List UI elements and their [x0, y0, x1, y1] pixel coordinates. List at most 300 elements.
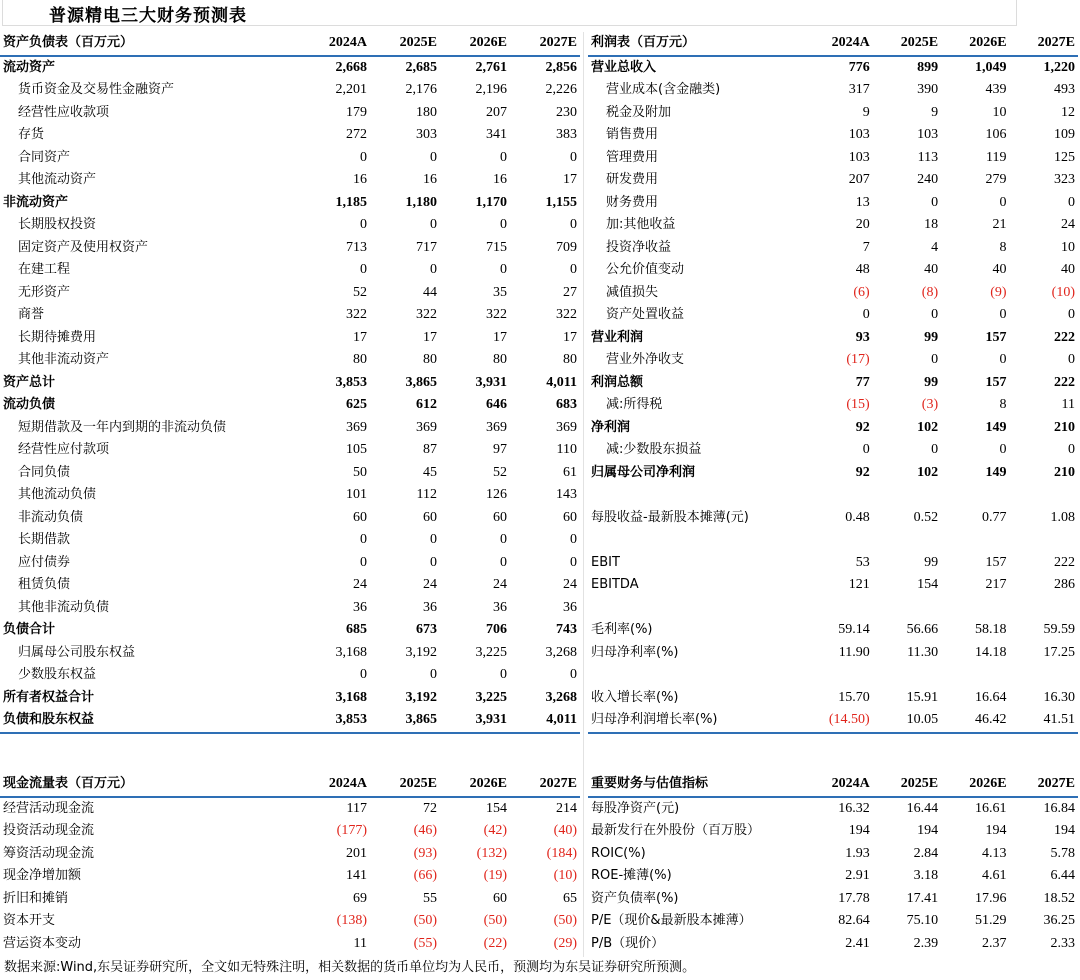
cell-value: 16.32: [838, 800, 870, 816]
table-row: [588, 349, 1078, 372]
cell-value: 0: [931, 194, 939, 210]
cell-value: 1.93: [845, 845, 870, 861]
table-row: [588, 529, 1078, 552]
cell-value: 103: [917, 127, 939, 142]
cell-value: 6.44: [1050, 868, 1075, 883]
row-label: 管理费用: [606, 149, 659, 165]
cell-value: 101: [346, 487, 367, 502]
cell-value: 715: [486, 239, 507, 255]
cell-value: 2.33: [1050, 935, 1075, 951]
table-row: [588, 439, 1078, 462]
cell-value: [804, 664, 872, 687]
cell-value: 0: [570, 532, 577, 547]
cash-flow-table: [0, 773, 580, 955]
cell-value: 149: [985, 419, 1007, 435]
balance-sheet-table: [0, 32, 580, 734]
cell-value: 0: [430, 217, 437, 232]
table-row: [0, 843, 580, 866]
cell-value: 194: [848, 823, 870, 838]
column-header: 2024A: [804, 32, 872, 56]
cell-value: 52: [493, 464, 507, 480]
cell-value: 207: [848, 172, 870, 187]
cell-value: 625: [346, 397, 367, 412]
table-row: [588, 574, 1078, 597]
table-row: [0, 574, 580, 597]
cell-value: 16: [493, 172, 507, 187]
row-label: 资本开支: [3, 913, 56, 928]
cell-value: 0: [430, 532, 437, 547]
table-row: [0, 102, 580, 125]
cell-value: 16.64: [975, 689, 1007, 705]
table-title: 重要财务与估值指标: [588, 773, 804, 797]
cell-value: [941, 664, 1009, 687]
cell-value: 20: [855, 217, 870, 232]
cell-value: 210: [1054, 419, 1075, 435]
table-row: [588, 259, 1078, 282]
cell-value: 112: [416, 487, 437, 502]
table-row: [588, 417, 1078, 440]
cell-value: 109: [1054, 127, 1075, 142]
cell-value: 15.91: [906, 689, 939, 705]
cell-value: 40: [924, 262, 939, 277]
cell-value: 0: [570, 554, 577, 570]
cell-value: 4: [931, 239, 939, 255]
cell-value: 194: [917, 823, 939, 838]
cell-value: 3,853: [335, 374, 367, 390]
cell-value: (42): [483, 823, 507, 838]
cell-value: 55: [423, 890, 437, 906]
row-label: 少数股东权益: [18, 667, 97, 682]
cell-value: 222: [1054, 554, 1075, 570]
table-row: [588, 327, 1078, 350]
cell-value: 2,176: [405, 82, 437, 97]
title-box: [2, 0, 1017, 26]
table-row: [588, 888, 1078, 911]
cell-value: 59.14: [838, 622, 870, 637]
cell-value: 230: [556, 104, 577, 120]
cell-value: 80: [563, 352, 577, 367]
row-label: 减值损失: [606, 284, 659, 300]
row-label: 资产总计: [3, 374, 56, 390]
table-row: [0, 147, 580, 170]
cell-value: 317: [848, 82, 870, 97]
row-label: 收入增长率(%): [591, 689, 679, 705]
cell-value: 743: [556, 622, 577, 637]
cell-value: [941, 597, 1009, 620]
column-header: 2026E: [941, 32, 1009, 56]
table-row: [588, 237, 1078, 260]
cell-value: (46): [413, 823, 437, 838]
row-label: 营业利润: [591, 329, 644, 345]
cell-value: (55): [413, 935, 437, 951]
table-row: [588, 843, 1078, 866]
table-row: [0, 619, 580, 642]
table-row: [588, 507, 1078, 530]
table-row: [588, 664, 1078, 687]
cell-value: [941, 484, 1009, 507]
cell-value: 222: [1054, 374, 1075, 390]
table-row: [0, 865, 580, 888]
cell-value: 2,226: [545, 82, 577, 97]
table-row: [588, 56, 1078, 80]
row-label: 归属母公司净利润: [591, 464, 696, 480]
cell-value: (3): [921, 397, 939, 412]
row-label: 负债和股东权益: [0, 709, 300, 733]
cell-value: 157: [985, 554, 1007, 570]
row-label: 流动资产: [3, 59, 56, 75]
cell-value: 56.66: [906, 622, 939, 637]
table-row: [588, 619, 1078, 642]
row-label: EBIT: [591, 554, 620, 570]
table-row: [0, 192, 580, 215]
cell-value: 369: [556, 419, 577, 435]
cell-value: 40: [1061, 262, 1075, 277]
table-title: 现金流量表（百万元）: [0, 773, 300, 797]
row-label: 流动负债: [3, 397, 56, 412]
row-label: 最新发行在外股份（百万股）: [591, 823, 761, 838]
cell-value: 3,268: [545, 644, 577, 660]
cell-value: 2,685: [405, 59, 437, 75]
table-row: [0, 529, 580, 552]
cell-value: 217: [985, 577, 1007, 592]
cell-value: 11: [1061, 397, 1075, 412]
cell-value: 0: [360, 217, 367, 232]
cell-value: 60: [493, 509, 507, 525]
cell-value: 8: [999, 239, 1007, 255]
table-row: [588, 820, 1078, 843]
row-label: 营业外净收支: [606, 352, 685, 367]
cell-value: 61: [563, 464, 577, 480]
cell-value: 646: [486, 397, 507, 412]
cell-value: 179: [346, 104, 367, 120]
cell-value: 0: [570, 217, 577, 232]
cell-value: 3,225: [475, 689, 507, 705]
cell-value: 103: [848, 127, 870, 142]
cell-value: 1,220: [1043, 59, 1075, 75]
cell-value: 286: [1054, 577, 1075, 592]
cell-value: 16: [353, 172, 367, 187]
row-label: 减:所得税: [606, 397, 663, 412]
row-label: 营业总收入: [591, 59, 657, 75]
table-row: [0, 687, 580, 710]
cell-value: 279: [985, 172, 1007, 187]
column-header: 2025E: [873, 773, 941, 797]
row-label: 筹资活动现金流: [3, 845, 95, 861]
cell-value: 117: [346, 800, 367, 816]
cell-value: 2,201: [335, 82, 367, 97]
cell-value: (40): [553, 823, 577, 838]
cell-value: 24: [1061, 217, 1075, 232]
row-label: 销售费用: [606, 127, 659, 142]
row-label: 合同负债: [18, 464, 71, 480]
cell-value: 3,192: [405, 689, 437, 705]
row-label: 其他流动负债: [18, 487, 97, 502]
cell-value: 35: [493, 284, 507, 300]
cell-value: 24: [353, 577, 367, 592]
cell-value: 3,168: [335, 644, 367, 660]
cell-value: 121: [848, 577, 870, 592]
cell-value: 154: [486, 800, 507, 816]
cell-value: 0: [360, 532, 367, 547]
cell-value: 16: [423, 172, 437, 187]
table-row: [0, 349, 580, 372]
cell-value: 383: [556, 127, 577, 142]
cell-value: 0: [570, 262, 577, 277]
cell-value: 11: [353, 935, 367, 951]
cell-value: 369: [346, 419, 367, 435]
column-header: 2027E: [1010, 773, 1078, 797]
table-row: [0, 282, 580, 305]
cell-value: 13: [855, 194, 870, 210]
cell-value: 36: [493, 599, 507, 615]
cell-value: 1,155: [545, 194, 577, 210]
table-row: [0, 327, 580, 350]
cell-value: 80: [423, 352, 437, 367]
cell-value: 106: [985, 127, 1007, 142]
row-label: 公允价值变动: [606, 262, 685, 277]
table-row: [588, 304, 1078, 327]
cell-value: [804, 529, 872, 552]
cell-value: 713: [346, 239, 367, 255]
cell-value: [1010, 597, 1078, 620]
row-label: 每股收益-最新股本摊薄(元): [591, 509, 749, 525]
cell-value: 17: [353, 329, 367, 345]
table-row: [588, 552, 1078, 575]
cell-value: 493: [1054, 82, 1075, 97]
table-row: [0, 394, 580, 417]
row-label: 租赁负债: [18, 577, 71, 592]
column-separator: [583, 32, 584, 957]
table-row: [0, 259, 580, 282]
cell-value: 706: [486, 622, 507, 637]
cell-value: 8: [999, 397, 1007, 412]
table-row: [588, 484, 1078, 507]
cell-value: 80: [353, 352, 367, 367]
table-row: [0, 372, 580, 395]
cell-value: 0: [500, 667, 507, 682]
cell-value: 0: [862, 307, 870, 322]
table-row: [0, 417, 580, 440]
cell-value: 11.90: [838, 644, 870, 660]
cell-value: 0.77: [982, 509, 1007, 525]
table-row: [0, 664, 580, 687]
cell-value: 3,931: [440, 709, 510, 733]
cell-value: 36: [423, 599, 437, 615]
cell-value: 21: [992, 217, 1007, 232]
cell-value: 201: [346, 845, 367, 861]
cell-value: 210: [1054, 464, 1075, 480]
cell-value: 0: [360, 262, 367, 277]
cell-value: 65: [563, 890, 577, 906]
cell-value: (22): [483, 935, 507, 951]
cell-value: 17.78: [838, 890, 870, 906]
cell-value: 3,853: [300, 709, 370, 733]
cell-value: 149: [985, 464, 1007, 480]
cell-value: 3.18: [913, 868, 939, 883]
cell-value: 439: [985, 82, 1007, 97]
cell-value: 0: [999, 194, 1007, 210]
table-row: [0, 642, 580, 665]
table-row: [0, 439, 580, 462]
table-row: [588, 462, 1078, 485]
row-label: 归母净利率(%): [591, 644, 679, 660]
table-row: [588, 709, 1078, 733]
table-row: [0, 124, 580, 147]
table-row: [588, 102, 1078, 125]
cell-value: (132): [476, 845, 507, 861]
cell-value: 99: [924, 329, 939, 345]
cell-value: 10: [992, 104, 1007, 120]
table-row: [0, 888, 580, 911]
cell-value: 110: [556, 442, 577, 457]
table-header-row: [588, 32, 1078, 56]
table-row: [0, 552, 580, 575]
column-header: 2026E: [440, 32, 510, 56]
cell-value: 10.05: [873, 709, 941, 733]
cell-value: 92: [855, 464, 870, 480]
cell-value: 16.84: [1043, 800, 1075, 816]
table-row: [0, 462, 580, 485]
row-label: EBITDA: [591, 577, 639, 592]
column-header: 2026E: [941, 773, 1009, 797]
cell-value: 18: [924, 217, 939, 232]
cell-value: 53: [855, 554, 870, 570]
cell-value: 48: [855, 262, 870, 277]
row-label: [588, 484, 804, 507]
row-label: 负债合计: [3, 622, 56, 637]
cell-value: (6): [853, 284, 870, 300]
cell-value: 97: [493, 442, 507, 457]
cell-value: 60: [563, 509, 577, 525]
cell-value: (8): [921, 284, 939, 300]
row-label: 货币资金及交易性金融资产: [18, 82, 175, 97]
cell-value: 11.30: [907, 644, 939, 660]
row-label: [588, 597, 804, 620]
table-row: [588, 642, 1078, 665]
cell-value: (50): [413, 913, 437, 928]
row-label: 经营性应付款项: [18, 442, 110, 457]
footer-note: 数据来源:Wind,东吴证券研究所，全文如无特殊注明，相关数据的货币单位均为人民币，预测均为东吴证券研究所预测。: [4, 960, 696, 975]
row-label: 利润总额: [591, 374, 644, 390]
cell-value: 222: [1054, 329, 1075, 345]
cell-value: 93: [855, 329, 870, 345]
cell-value: 44: [423, 284, 437, 300]
row-label: 经营活动现金流: [3, 800, 95, 816]
cell-value: 40: [992, 262, 1007, 277]
cell-value: 2.41: [845, 935, 870, 951]
cell-value: 0: [999, 442, 1007, 457]
cell-value: 369: [486, 419, 507, 435]
column-header: 2027E: [1010, 32, 1078, 56]
cell-value: 16.30: [1043, 689, 1075, 705]
column-header: 2024A: [804, 773, 872, 797]
cell-value: (177): [336, 823, 367, 838]
cell-value: 2,856: [545, 59, 577, 75]
column-header: 2025E: [370, 32, 440, 56]
table-row: [0, 484, 580, 507]
cell-value: (29): [553, 935, 577, 951]
row-label: P/E（现价&最新股本摊薄）: [591, 913, 752, 928]
row-label: [588, 529, 804, 552]
cell-value: 17.96: [975, 890, 1007, 906]
cell-value: 80: [493, 352, 507, 367]
column-header: 2024A: [300, 773, 370, 797]
row-label: 减:少数股东损益: [606, 442, 702, 457]
cell-value: (9): [990, 284, 1007, 300]
cell-value: 2.84: [913, 845, 939, 861]
cell-value: 0: [430, 667, 437, 682]
cell-value: 17: [423, 329, 437, 345]
cell-value: 4,011: [546, 374, 577, 390]
cell-value: [804, 484, 872, 507]
cell-value: 3,192: [405, 644, 437, 660]
cell-value: 5.78: [1050, 845, 1075, 861]
cell-value: 776: [848, 59, 870, 75]
cell-value: [1010, 664, 1078, 687]
cell-value: 612: [416, 397, 437, 412]
cell-value: 323: [1054, 172, 1075, 187]
cell-value: (14.50): [804, 709, 872, 733]
table-title: 利润表（百万元）: [588, 32, 804, 56]
cell-value: 87: [423, 442, 437, 457]
cell-value: 103: [848, 149, 870, 165]
cell-value: 3,168: [335, 689, 367, 705]
cell-value: 683: [556, 397, 577, 412]
income-statement-table: [588, 32, 1078, 734]
cell-value: 0: [500, 554, 507, 570]
table-row: [588, 372, 1078, 395]
cell-value: 1,170: [475, 194, 507, 210]
cell-value: 0: [500, 217, 507, 232]
cell-value: 105: [346, 442, 367, 457]
cell-value: 0: [1068, 194, 1075, 210]
cell-value: [1010, 484, 1078, 507]
row-label: 投资净收益: [606, 239, 672, 255]
cell-value: 102: [917, 419, 939, 435]
row-label: 其他非流动负债: [18, 599, 110, 615]
row-label: 每股净资产(元): [591, 800, 680, 816]
cell-value: [1010, 529, 1078, 552]
row-label: [588, 664, 804, 687]
cell-value: [804, 597, 872, 620]
cell-value: 1,049: [975, 59, 1007, 75]
row-label: 归属母公司股东权益: [18, 644, 136, 660]
cell-value: 0: [360, 554, 367, 570]
cell-value: 9: [931, 104, 939, 120]
row-label: 短期借款及一年内到期的非流动负债: [18, 419, 227, 435]
cell-value: 0: [500, 149, 507, 165]
column-header: 2027E: [510, 773, 580, 797]
cell-value: 52: [353, 284, 367, 300]
row-label: 存货: [18, 127, 45, 142]
cell-value: [873, 484, 941, 507]
cell-value: (10): [1051, 284, 1075, 300]
cell-value: 17.25: [1043, 644, 1075, 660]
table-row: [588, 865, 1078, 888]
cell-value: 322: [416, 307, 437, 322]
cell-value: 673: [416, 622, 437, 637]
cell-value: 341: [486, 127, 507, 142]
cell-value: 36: [563, 599, 577, 615]
row-label: 折旧和摊销: [3, 890, 69, 906]
page-title: 普源精电三大财务预测表: [49, 6, 247, 26]
row-label: 长期股权投资: [18, 217, 97, 232]
cell-value: 113: [917, 149, 939, 165]
row-label: 营业成本(含金融类): [606, 82, 721, 97]
cell-value: 0: [500, 532, 507, 547]
table-row: [588, 797, 1078, 821]
cell-value: [873, 664, 941, 687]
